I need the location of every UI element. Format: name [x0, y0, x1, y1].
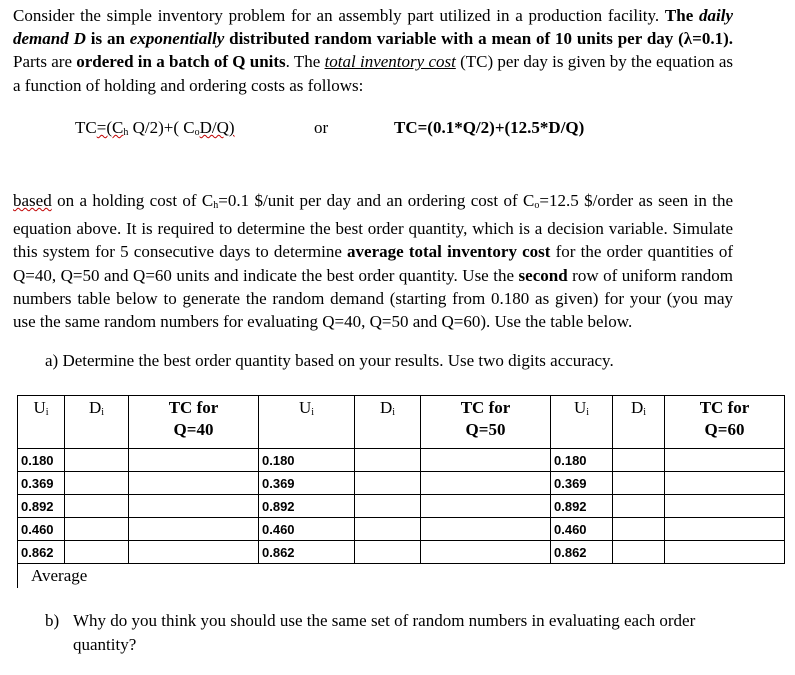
simulation-table: [17, 395, 785, 588]
table-row: [18, 541, 785, 564]
equation-numeric: TC=(0.1*Q/2)+(12.5*D/Q): [394, 118, 585, 137]
table-row: [18, 518, 785, 541]
table-header-cell: $D_i$: [613, 396, 665, 449]
table-header-cell: TC for Q=60: [665, 396, 785, 449]
empty-cell: [665, 472, 785, 495]
empty-cell: [129, 495, 259, 518]
empty-cell: [65, 518, 129, 541]
empty-cell: [421, 472, 551, 495]
question-a: a) Determine the best order quantity based on your results. Use two digits accuracy.: [45, 351, 614, 370]
empty-cell: [355, 541, 421, 564]
empty-cell: [65, 472, 129, 495]
empty-cell: [421, 449, 551, 472]
table-header-cell: $U_i$: [551, 396, 613, 449]
question-b-text: Why do you think you should use the same set of random numbers in evaluating each order quantity?: [73, 611, 696, 654]
random-number-cell: 0.892: [551, 495, 613, 518]
table-header-cell: $U_i$: [259, 396, 355, 449]
body-bold-second: second: [518, 265, 568, 285]
table-header-cell: $U_i$: [18, 396, 65, 449]
empty-cell: [613, 472, 665, 495]
random-number-cell: 0.369: [18, 472, 65, 495]
question-b-label: b): [45, 611, 60, 630]
average-row: [18, 564, 785, 589]
problem-intro: [13, 4, 733, 97]
equation-line: [0, 118, 795, 144]
intro-text-2: Parts are: [13, 52, 77, 72]
empty-cell: [65, 495, 129, 518]
intro-text: Consider the simple inventory problem for an assembly part utilized in a production facility.: [13, 6, 660, 25]
random-number-cell: 0.369: [551, 472, 613, 495]
empty-cell: [129, 449, 259, 472]
intro-bold-batch: ordered in a batch of Q units: [76, 52, 286, 72]
table-header-cell: $D_i$: [65, 396, 129, 449]
empty-cell: [421, 495, 551, 518]
average-empty: [129, 564, 785, 589]
average-label: Average: [18, 564, 129, 589]
table-header-cell: TC for Q=40: [129, 396, 259, 449]
table-row: [18, 495, 785, 518]
empty-cell: [613, 541, 665, 564]
random-number-cell: 0.862: [259, 541, 355, 564]
equation-or: or: [314, 118, 329, 137]
random-number-cell: 0.892: [259, 495, 355, 518]
random-number-cell: 0.460: [551, 518, 613, 541]
empty-cell: [665, 518, 785, 541]
table-header-cell: TC for Q=50: [421, 396, 551, 449]
table-header-cell: $D_i$: [355, 396, 421, 449]
random-number-cell: 0.460: [18, 518, 65, 541]
table-row: [18, 449, 785, 472]
problem-body: based on a holding cost of $C_h=0.1$ $/unit per day and an ordering cost of $C_o=12.5$ $/order as seen in the equation above. It is required to determine the best order quantity, which is a decision variable. Simulate this system for 5 consecutive days to determine average total inventory cost for the order quantities of Q=40, Q=50 and Q=60 units and indicate the best order quantity. Use the second row of uniform random numbers table below to generate the random demand (starting from 0.180 as given) for your (you may use the same random numbers for evaluating Q=40, Q=50 and Q=60). Use the table below.: [13, 191, 734, 332]
intro-bold-demand: The daily demand D is an exponentially distributed random variable with a mean of 10 units per day (λ=0.1).: [13, 6, 734, 49]
empty-cell: [129, 541, 259, 564]
question-b: [45, 609, 735, 656]
empty-cell: [665, 541, 785, 564]
empty-cell: [355, 518, 421, 541]
random-number-cell: 0.460: [259, 518, 355, 541]
body-word-based: based: [13, 191, 52, 210]
random-number-cell: 0.862: [551, 541, 613, 564]
empty-cell: [421, 518, 551, 541]
intro-text-3: . The: [285, 52, 325, 72]
random-number-cell: 0.180: [259, 449, 355, 472]
empty-cell: [421, 541, 551, 564]
empty-cell: [65, 541, 129, 564]
empty-cell: [355, 495, 421, 518]
empty-cell: [613, 518, 665, 541]
intro-text-4: (TC) per day is given by the equation as a function of holding and ordering costs as follows:: [13, 52, 733, 95]
table-header-row: [18, 396, 785, 449]
empty-cell: [129, 472, 259, 495]
empty-cell: [65, 449, 129, 472]
random-number-cell: 0.892: [18, 495, 65, 518]
random-number-cell: 0.180: [551, 449, 613, 472]
table-row: [18, 472, 785, 495]
empty-cell: [129, 518, 259, 541]
empty-cell: [355, 472, 421, 495]
equation-symbolic: $TC=(C_h$ Q/2)+( $C_oD/Q$): [75, 118, 235, 138]
empty-cell: [613, 449, 665, 472]
empty-cell: [665, 449, 785, 472]
empty-cell: [665, 495, 785, 518]
random-number-cell: 0.369: [259, 472, 355, 495]
random-number-cell: 0.180: [18, 449, 65, 472]
intro-total-cost: total inventory cost: [324, 52, 456, 72]
empty-cell: [355, 449, 421, 472]
body-bold-average: average total inventory cost: [347, 242, 551, 262]
random-number-cell: 0.862: [18, 541, 65, 564]
empty-cell: [613, 495, 665, 518]
